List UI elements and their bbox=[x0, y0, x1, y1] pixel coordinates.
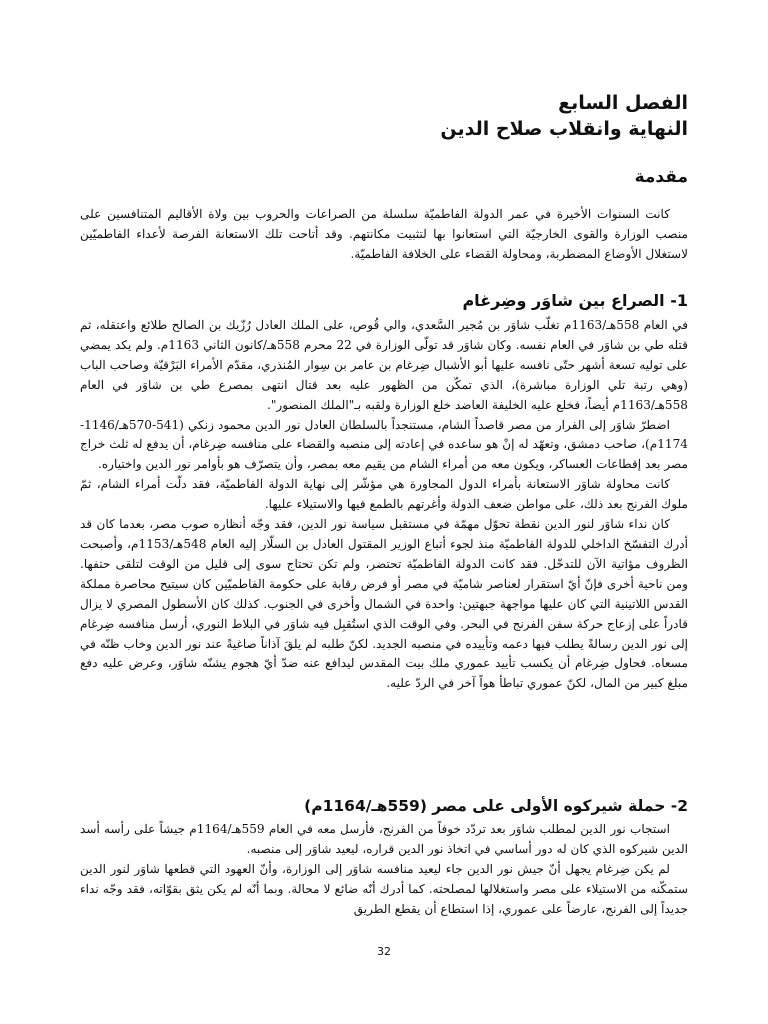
section2-paragraph: استجاب نور الدين لمطلب شاوَر بعد تردّد خوفاً من الفرنج، فأرسل معه في العام 559هـ/1164م جيشاً على رأسه أسد الدين شيركوه الذي كان له دور أساسي في اتخاذ نور الدين قراره، ليعيد شاوَر إلى منصبه. bbox=[80, 822, 688, 856]
chapter-number: الفصل السابع bbox=[558, 92, 688, 114]
section1-paragraph: في العام 558هـ/1163م تغلّب شاوَر بن مُجير السَّعدي، والي قُوص، على الملك العادل رُزّيك بن الصالح طلائع واعتقله، ثم قتله طي بن شاوَر في العام نفسه. وكان شاوَر قد تولّى الوزارة في 22 محرم 558هـ/كانون الثاني 1163م. ولم يكد يمضي على توليه تسعة أشهر حتّى نافسه عليها أبو الأشبال ضِرغام بن عامر بن سِوار المُنذري، مقدّم الأمراء البَرْقيّة وصاحب الباب (وهي رتبة تلي الوزارة مباشرة)، الذي تمكّن من الظهور عليه بعد قتال انتهى بمصرع طي بن شاوَر في العام 558هـ/1163م أيضاً، فخلع عليه الخليفة العاضد خلع الوزارة ولقبه بـ"الملك المنصور". bbox=[80, 318, 688, 412]
section1-paragraph: اضطرّ شاوَر إلى الفرار من مصر قاصداً الشام، مستنجداً بالسلطان العادل نور الدين محمود زنكي (541-570هـ/1146-1174م)، صاحب دمشق، وتعهّد له إنْ هو ساعده في إعادته إلى منصبه والقضاء على منافسه ضِرغام، أن يدفع له ثلث خراج مصر بعد إقطاعات العساكر، ويكون معه من أمراء الشام من يقيم معه بمصر، وأن يتصرّف هو بأوامر نور الدين واختياره. bbox=[80, 417, 688, 472]
section2-heading: 2- حملة شيركوه الأولى على مصر (559هـ/1164م) bbox=[304, 797, 688, 815]
section2-body bbox=[80, 820, 688, 920]
section1-heading: 1- الصراع بين شاوَر وضِرغام bbox=[462, 291, 688, 310]
chapter-title bbox=[80, 90, 688, 142]
section2-paragraph: لم يكن ضِرغام يجهل أنّ جيش نور الدين جاء ليعيد منافسه شاوَر إلى الوزارة، وأنّ العهود التي قطعها شاوَر لنور الدين ستمكّنه من الاستيلاء على مصر واستغلالها لمصلحته. كما أدرك أنّه ضائع لا محالة. وبما أنّه لم يكن يثق بقوّاته، فقد وجّه نداء جديداً إلى الفرنج، عارضاً على عموري، إذا استطاع أن يقطع الطريق bbox=[80, 861, 688, 916]
page-number: 32 bbox=[377, 945, 391, 958]
chapter-name: النهاية وانقلاب صلاح الدين bbox=[440, 118, 688, 140]
section1-body bbox=[80, 316, 688, 694]
intro-heading: مقدمة bbox=[634, 167, 688, 187]
intro-paragraph: كانت السنوات الأخيرة في عمر الدولة الفاطميّة سلسلة من الصراعات والحروب بين ولاة الأقاليم المتنافسين على منصب الوزارة والقوى الخارجيّة التي استعانوا بها لتثبيت مكانتهم. وقد أتاحت تلك الاستعانة الفرصة لأعداء الفاطميّين لاستغلال الأوضاع المضطربة، ومحاولة القضاء على الخلافة الفاطميّة. bbox=[80, 207, 688, 261]
section1-paragraph: كانت محاولة شاوَر الاستعانة بأمراء الدول المجاورة هي مؤشّر إلى نهاية الدولة الفاطميّة، فقد دلّت أمراء الشام، ثمّ ملوك الفرنج بعد ذلك، على مواطن ضعف الدولة وأغرتهم بالطمع فيها والاستيلاء عليها. bbox=[80, 477, 688, 512]
section1-paragraph: كان نداء شاوَر لنور الدين نقطة تحوّل مهمّة في مستقبل سياسة نور الدين، فقد وجّه أنظاره صوب مصر، بعدما كان قد أدرك التفسّخ الداخلي للدولة الفاطميّة منذ لجوء أتباع الوزير المقتول العادل بن السلّار إليه العام 548هـ/1153م، وأصبحت الظروف مؤاتية الآن للتدخّل. فقد كانت الدولة الفاطميّة تحتضر، ولم تكن تحتاج سوى إلى قليل من الوقت لتلقى حتفها. ومن ناحية أخرى فإنّ أيّ استقرار لعناصر شاميّة في مصر أو فرض رقابة على حكومة الفاطميّين كان سيتيح محاصرة مملكة القدس اللاتينية التي كان عليها مواجهة جبهتين: واحدة في الشمال وأخرى في الجنوب. كذلك كان الأسطول المصري لا يزال قادراً على إزعاج حركة سفن الفرنج في البحر. وفي الوقت الذي استُقبِل فيه شاوَر في البلاط النوري، أرسل منافسه ضِرغام إلى نور الدين رسالةً يطلب فيها دعمه وتأييده في منصبه الجديد. لكنّ طلبه لم يلقَ آذاناً صاغيةً عند نور الدين وخاب ظنّه في مسعاه. فحاول ضِرغام أن يكسب تأييد عموري ملك بيت المقدس ليدافع عنه ضدّ أيّ هجوم يشنّه شاوَر، وعرض عليه دفع مبلغ كبير من المال، لكنّ عموري تباطأ هواً آخر في الردّ عليه. bbox=[80, 517, 688, 691]
